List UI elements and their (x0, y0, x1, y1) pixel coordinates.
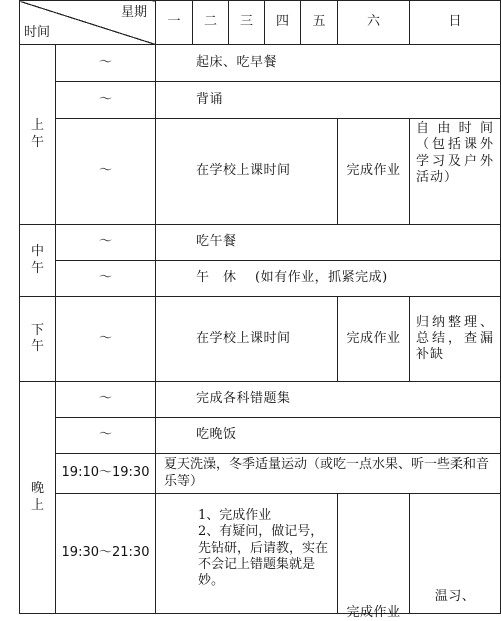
table-row (20, 454, 501, 494)
sunday-cell-afternoon: 归纳整理、总结，查漏补缺 (410, 297, 501, 382)
day-header-tue: 二 (193, 1, 229, 45)
time-cell: ～ (56, 119, 156, 225)
table-row (20, 418, 501, 454)
table-row (20, 119, 501, 225)
activity-lunch: 吃午餐 (156, 225, 501, 261)
time-cell: ～ (56, 82, 156, 119)
day-header-sun: 日 (410, 1, 501, 45)
daily-schedule-table (19, 0, 501, 620)
homework-line-2: 2、有疑问，做记号，先钻研，后请教，实在不会记上错题集就是妙。 (198, 524, 329, 588)
day-header-fri: 五 (301, 1, 338, 45)
period-evening (20, 382, 56, 614)
day-header-mon: 一 (156, 1, 193, 45)
saturday-evening-text: 完成作业 (346, 604, 401, 620)
period-char: 下 (30, 322, 44, 338)
table-row (20, 382, 501, 418)
table-row (20, 225, 501, 261)
saturday-cell-morning: 完成作业 (338, 119, 410, 225)
time-cell: ～ (56, 418, 156, 454)
period-afternoon (20, 297, 56, 382)
saturday-cell-evening (338, 494, 410, 620)
day-header-sat: 六 (338, 1, 410, 45)
period-char: 上 (30, 497, 44, 513)
day-header-wed: 三 (229, 1, 265, 45)
table-row (20, 494, 501, 614)
nap-label: 午 休 (196, 270, 237, 286)
table-row (20, 45, 501, 82)
period-char: 中 (30, 244, 44, 260)
activity-nap (156, 261, 501, 297)
period-char: 午 (30, 260, 44, 276)
period-morning (20, 45, 56, 225)
activity-homework (156, 494, 338, 614)
time-cell: ～ (56, 225, 156, 261)
nap-note: (如有作业，抓紧完成) (255, 270, 388, 286)
day-header-thu: 四 (265, 1, 301, 45)
time-label: 时间 (24, 24, 51, 40)
period-noon (20, 225, 56, 297)
activity-wake: 起床、吃早餐 (156, 45, 501, 82)
sunday-cell-evening: 温习、 (410, 494, 501, 614)
time-cell: ～ (56, 261, 156, 297)
time-cell: 19:30～21:30 (56, 494, 156, 614)
activity-recite: 背诵 (156, 82, 501, 119)
table-row (20, 297, 501, 382)
table-row (20, 261, 501, 297)
activity-class-morning: 在学校上课时间 (156, 119, 338, 225)
time-cell: ～ (56, 45, 156, 82)
time-cell: 19:10～19:30 (56, 454, 156, 494)
table-row (20, 82, 501, 119)
homework-line-1: 1、完成作业 (198, 508, 272, 523)
time-cell: ～ (56, 382, 156, 418)
activity-bath: 夏天洗澡，冬季适量运动（或吃一点水果、听一些柔和音乐等） (156, 454, 501, 494)
period-char: 晚 (30, 481, 44, 497)
activity-mistakes: 完成各科错题集 (156, 382, 501, 418)
period-char: 上 (30, 118, 44, 134)
period-char: 午 (30, 134, 44, 150)
header-row (20, 1, 501, 45)
weekday-label: 星期 (120, 5, 147, 20)
activity-class-afternoon: 在学校上课时间 (156, 297, 338, 382)
saturday-cell-afternoon: 完成作业 (338, 297, 410, 382)
sunday-cell-morning: 自由时间（包括课外学习及户外活动） (410, 119, 501, 225)
time-cell: ～ (56, 297, 156, 382)
activity-dinner: 吃晚饭 (156, 418, 501, 454)
period-char: 午 (30, 339, 44, 354)
header-corner-cell (20, 1, 156, 45)
